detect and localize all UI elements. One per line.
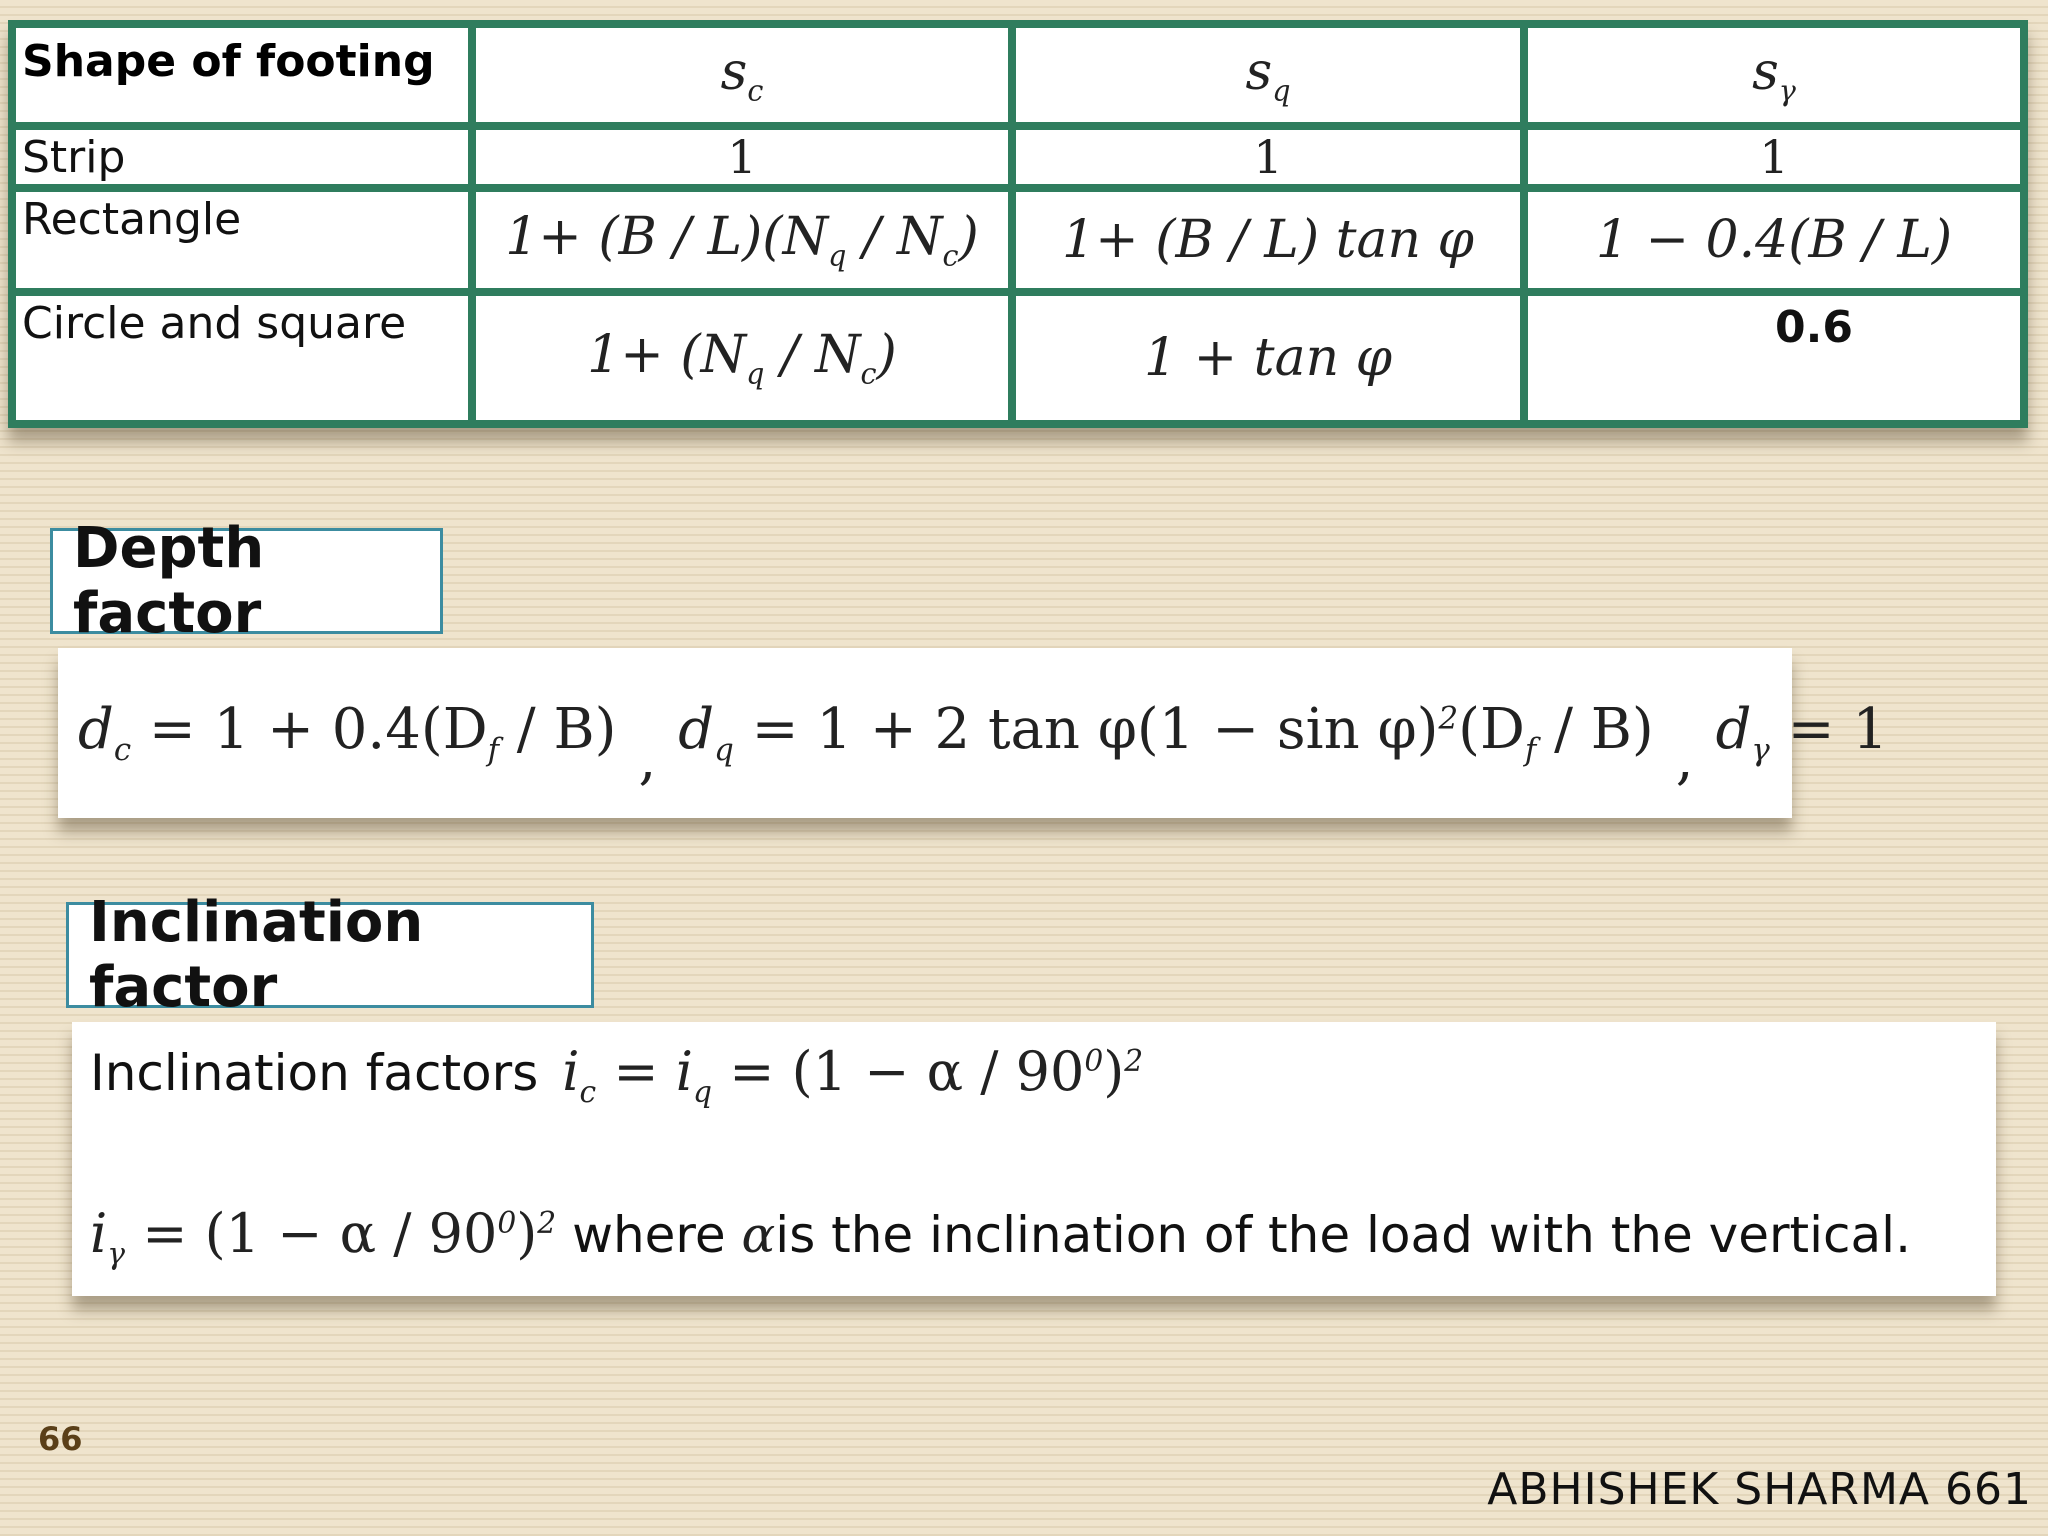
- header-sq: $s_q$: [1012, 24, 1524, 126]
- shape-factor-table: [8, 20, 2028, 428]
- cell-circle-sy: 0.6: [1524, 292, 2024, 424]
- cell-circle-sq: 1 + tan φ: [1012, 292, 1524, 424]
- cell-strip-sc: 1: [472, 126, 1012, 188]
- inclination-line-2: $i_\gamma = (1 - \alpha / 90^0)^2$ where α is the inclination of the load with the vertical.: [90, 1202, 1911, 1272]
- depth-factor-formula-panel: [58, 648, 1888, 818]
- depth-factor-title: Depth factor: [50, 528, 443, 634]
- table-row: [12, 188, 2024, 292]
- author-footer: ABHISHEK SHARMA 661: [1487, 1464, 2032, 1515]
- table-header-row: [12, 24, 2024, 126]
- row-label-circle-and-square: Circle and square: [12, 292, 472, 424]
- cell-rectangle-sq: 1+ (B / L) tan φ: [1012, 188, 1524, 292]
- header-sc: $s_c$: [472, 24, 1012, 126]
- dq-formula: $d_q = 1 + 2$ $\tan \varphi(1 - \sin \varphi)^2(D_f / B)$: [678, 697, 1654, 769]
- cell-rectangle-sy: 1 − 0.4(B / L): [1524, 188, 2024, 292]
- header-sy: $s_\gamma$: [1524, 24, 2024, 126]
- dc-formula: $d_c = 1 + 0.4(D_f / B)$: [78, 697, 617, 769]
- cell-strip-sy: 1: [1524, 126, 2024, 188]
- cell-rectangle-sc: $1+ (B / L)(N_q / N_c)$: [472, 188, 1012, 292]
- row-label-strip: Strip: [12, 126, 472, 188]
- table-row: [12, 292, 2024, 424]
- inclination-factor-title: Inclination factor: [66, 902, 594, 1008]
- inclination-factor-formula-panel: [72, 1022, 1996, 1296]
- header-shape-of-footing: Shape of footing: [12, 24, 472, 126]
- cell-strip-sq: 1: [1012, 126, 1524, 188]
- slide-number: 66: [38, 1420, 83, 1458]
- shape-factor-table-panel: [8, 20, 2028, 428]
- row-label-rectangle: Rectangle: [12, 188, 472, 292]
- inclination-line-1: Inclination factors $i_c = i_q = (1 - \alpha / 90^0)^2$: [90, 1040, 1144, 1110]
- cell-circle-sc: $1+ (N_q / N_c)$: [472, 292, 1012, 424]
- depth-factor-formula: $d_c = 1 + 0.4(D_f / B)$ , $d_q = 1 + 2$ $\tan \varphi(1 - \sin \varphi)^2(D_f / B)$ , $d_\gamma = 1$: [78, 697, 1888, 793]
- dy-formula: $d_\gamma = 1$: [1715, 697, 1888, 769]
- table-row: [12, 126, 2024, 188]
